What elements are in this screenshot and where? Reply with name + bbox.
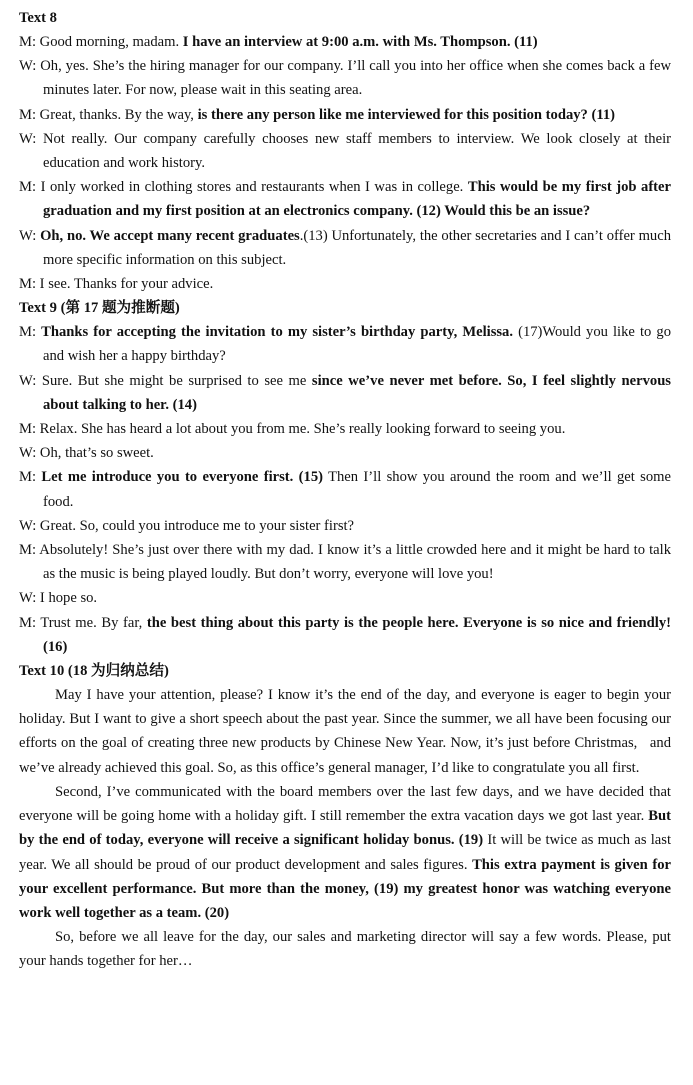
text-segment: M: Absolutely! She’s just over there with my dad. I know it’s a little crowded here and it might be hard to talk as the music is being played loudly. But don’t worry, everyone will love you! (19, 542, 671, 583)
text-segment: .(13) Unfortunately, the other secretaries and I can’t offer much more specific information on this subject. (43, 227, 671, 268)
text9-heading: Text 9 (第 17 题为推断题) (19, 300, 180, 317)
dialogue-line (19, 538, 671, 586)
dialogue-line (19, 586, 671, 610)
dialogue-line (19, 54, 671, 102)
speech-paragraph (19, 925, 671, 973)
text-segment: W: Oh, that’s so sweet. (19, 445, 154, 462)
bold-segment: Thanks for accepting the invitation to my sister’s birthday party, Melissa. (41, 324, 513, 341)
dialogue-line (19, 30, 671, 54)
bold-segment: is there any person like me interviewed for this position today? (11) (197, 106, 616, 123)
text9-dialogue (19, 320, 671, 659)
bold-segment: This extra payment is given for your excellent performance. But more than the money, (19) my greatest honor was watching everyone work well together as a team. (20) (19, 856, 671, 921)
text-segment: M: Relax. She has heard a lot about you from me. She’s really looking forward to seeing you. (19, 421, 566, 438)
text8-dialogue (19, 30, 671, 296)
dialogue-line (19, 272, 671, 296)
text-segment: M: (19, 469, 42, 486)
bold-segment: Let me introduce you to everyone first. (15) (41, 469, 323, 486)
text-segment: M: I only worked in clothing stores and restaurants when I was in college. (19, 179, 468, 196)
text-segment: It will be twice as much as last year. We all should be proud of our product development and sales figures. (19, 832, 671, 873)
bold-segment: since we’ve never met before. So, I feel slightly nervous about talking to her. (14) (43, 372, 671, 413)
dialogue-line (19, 514, 671, 538)
text-segment: (17)Would you like to go and wish her a happy birthday? (43, 324, 671, 365)
bold-segment: But by the end of today, everyone will receive a significant holiday bonus. (19) (19, 808, 671, 849)
speech-paragraph (19, 780, 671, 925)
text-segment: So, before we all leave for the day, our sales and marketing director will say a few words. Please, put your hands together for her… (19, 929, 671, 970)
dialogue-line (19, 320, 671, 368)
dialogue-line (19, 611, 671, 659)
text-segment: W: I hope so. (19, 590, 98, 607)
text-segment: W: Great. So, could you introduce me to your sister first? (19, 517, 355, 534)
text10-heading: Text 10 (18 为归纳总结) (19, 663, 169, 680)
text10-speech (19, 683, 671, 973)
speech-paragraph (19, 683, 671, 780)
dialogue-line (19, 224, 671, 272)
text-segment: Then I’ll show you around the room and we’ll get some food. (43, 469, 671, 510)
text-segment: M: Good morning, madam. (19, 34, 183, 50)
bold-segment: Oh, no. We accept many recent graduates (40, 227, 300, 244)
bold-segment: This would be my first job after graduation and my first position at an electronics company. (12) Would this be an issue? (43, 179, 671, 220)
bold-segment: I have an interview at 9:00 a.m. with Ms. Thompson. (11) (182, 34, 538, 50)
text-segment: W: (19, 227, 41, 244)
text-segment: May I have your attention, please? I know it’s the end of the day, and everyone is eager to begin your holiday. But I want to give a short speech about the past year. Since the summer, we all have been focusing our efforts on the goal of creating three new products by Chinese New Year. Now, it’s just before Christmas, and we’ve already achieved this goal. So, as this office’s general manager, I’d like to congratulate you all first. (19, 687, 671, 776)
text-segment: W: Not really. Our company carefully chooses new staff members to interview. We look closely at their education and work history. (19, 130, 671, 172)
text-segment: M: Great, thanks. By the way, (19, 106, 198, 123)
dialogue-line (19, 417, 671, 441)
text-segment: W: Oh, yes. She’s the hiring manager for our company. I’ll call you into her office when she comes back a few minutes later. For now, please wait in this seating area. (19, 58, 671, 99)
dialogue-line (19, 441, 671, 465)
text-segment: Second, I’ve communicated with the board members over the last few days, and we have decided that everyone will be going home with a holiday gift. I still remember the extra vacation days we got last year. (19, 783, 671, 825)
dialogue-line (19, 175, 671, 223)
bold-segment: the best thing about this party is the people here. Everyone is so nice and friendly! (16) (43, 614, 671, 655)
dialogue-line (19, 103, 671, 127)
dialogue-line (19, 369, 671, 417)
dialogue-line (19, 127, 671, 175)
text-segment: M: I see. Thanks for your advice. (19, 276, 214, 293)
text-segment: M: Trust me. By far, (19, 614, 147, 631)
dialogue-line (19, 465, 671, 513)
text-segment: M: (19, 324, 42, 341)
text-segment: W: Sure. But she might be surprised to see me (19, 372, 312, 389)
text8-heading: Text 8 (19, 10, 57, 26)
